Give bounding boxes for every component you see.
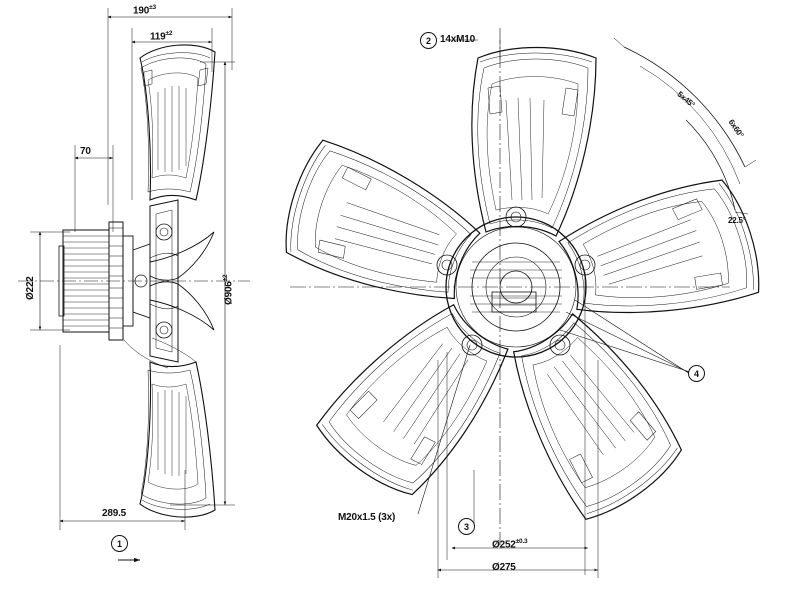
dim-bolt-circle-diameter: $Ø252^{\pm 0.3}$ [492, 538, 528, 551]
dim-overall-depth: $190^{\pm 3}$ [133, 4, 156, 17]
front-view-geometry [275, 28, 769, 578]
dim-impeller-diameter: $Ø906^{\pm 2}$ [222, 274, 235, 305]
balloon-1: 1 [111, 535, 128, 552]
side-view-geometry [18, 8, 250, 560]
angle-5x45: 5x45° [675, 89, 697, 110]
dim-total-height: 289.5 [102, 508, 127, 519]
spec-cable-gland: M20x1.5 (3x) [338, 512, 396, 523]
spec-bolt: 14xM10 [440, 34, 475, 45]
balloon-4: 4 [688, 365, 705, 382]
dim-motor-diameter: Ø222 [25, 276, 36, 300]
dim-blade-depth: $119^{\pm 2}$ [150, 30, 173, 43]
dim-flange-diameter: Ø275 [492, 562, 516, 573]
angle-6x60: 6x60° [726, 117, 746, 140]
balloon-3: 3 [458, 518, 475, 535]
dim-motor-offset: 70 [80, 146, 91, 157]
angle-22-5: 22.5° [728, 216, 746, 225]
balloon-2: 2 [420, 32, 437, 49]
